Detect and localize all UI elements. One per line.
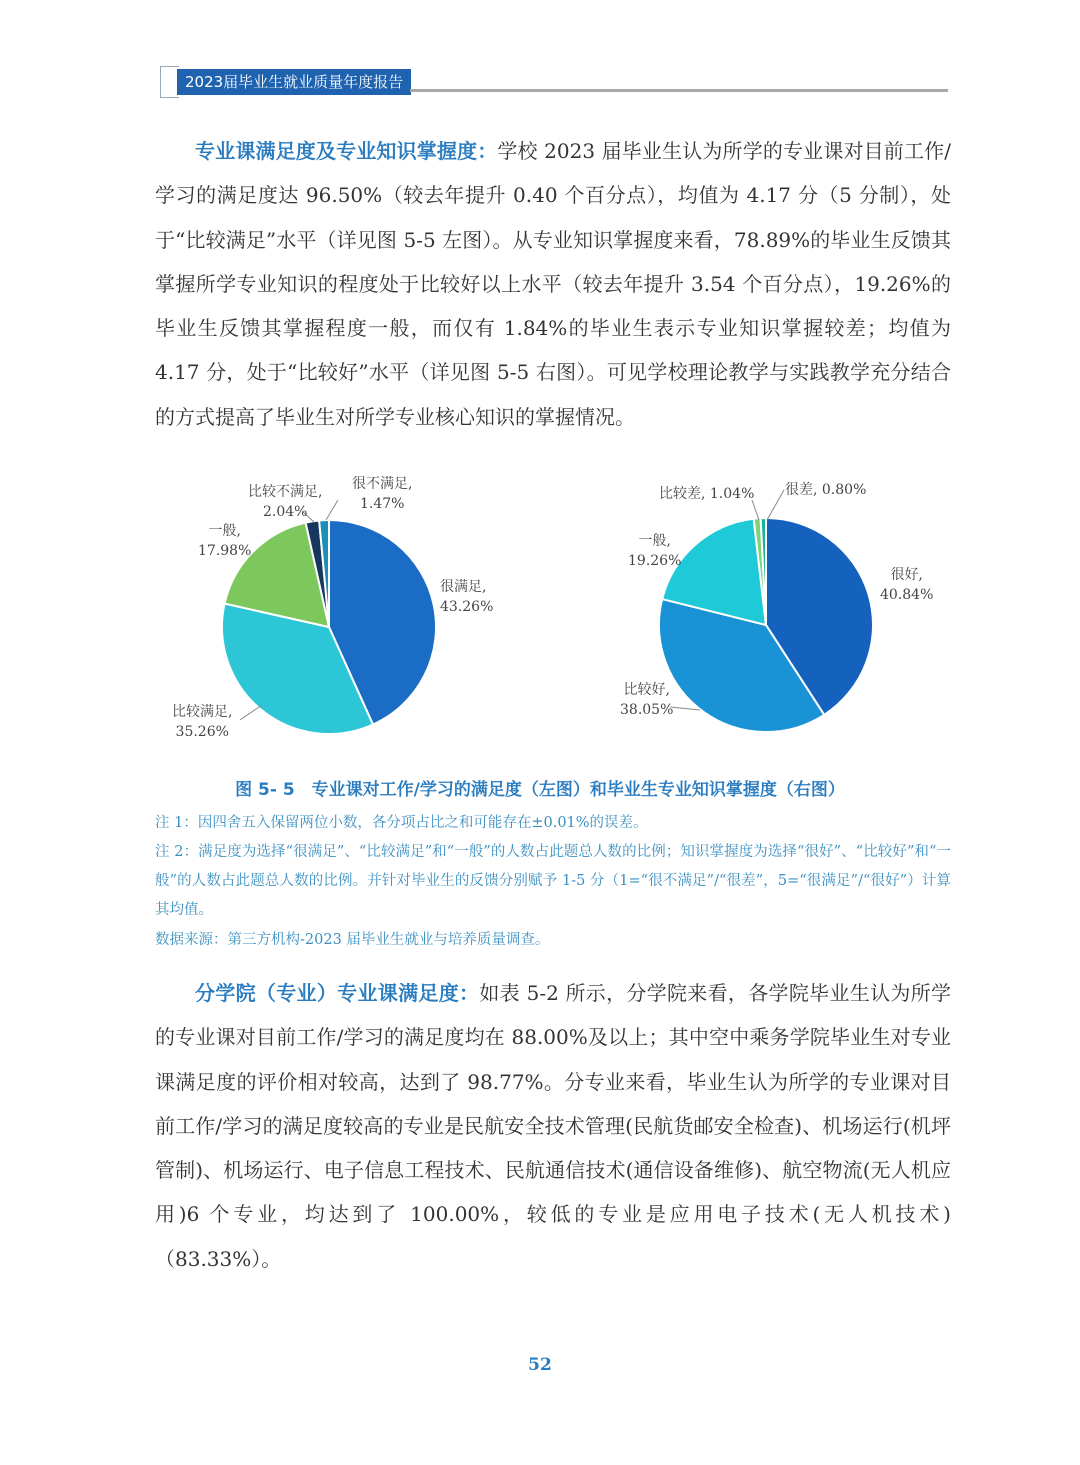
note-2: 注 2：满足度为选择“很满足”、“比较满足”和“一般”的人数占此题总人数的比例；知识掌握度为选择“很好”、“比较好”和“一般”的人数占此题总人数的比例。并针对毕业生的反馈分别赋予 1-5 分（1=“很不满足”/“很差”，5=“很满足”/“很好”）计算其均值。	[155, 844, 951, 918]
note-1: 注 1：因四舍五入保留两位小数，各分项占比之和可能存在±0.01%的误差。	[155, 815, 648, 831]
label-dissatisfied: 比较不满足, 2.04%	[248, 484, 323, 520]
paragraph-text: 学校 2023 届毕业生认为所学的专业课对目前工作/学习的满足度达 96.50%（较去年提升 0.40 个百分点），均值为 4.17 分（5 分制），处于“比较满足”水平（详见图 5-5 左图）。从专业知识掌握度来看，78.89%的毕业生反馈其掌握所学专业知识的程度处于比较好以上水平（较去年提升 3.54 个百分点），19.26%的毕业生反馈其掌握程度一般，而仅有 1.84%的毕业生表示专业知识掌握较差；均值为 4.17 分，处于“比较好”水平（详见图 5-5 右图）。可见学校理论教学与实践教学充分结合的方式提高了毕业生对所学专业核心知识的掌握情况。	[155, 139, 952, 429]
paragraph-heading: 分学院（专业）专业课满足度：	[195, 981, 480, 1005]
label-neutral: 一般, 17.98%	[198, 523, 252, 559]
data-source: 数据来源：第三方机构-2023 届毕业生就业与培养质量调查。	[155, 932, 550, 948]
label-very-poor: 很差, 0.80%	[785, 482, 867, 498]
figure-caption: 图 5- 5 专业课对工作/学习的满足度（左图）和毕业生专业知识掌握度（右图）	[235, 780, 845, 800]
label-satisfied: 比较满足, 35.26%	[172, 704, 233, 740]
paragraph-text: 如表 5-2 所示，分学院来看，各学院毕业生认为所学的专业课对目前工作/学习的满足度均在 88.00%及以上；其中空中乘务学院毕业生对专业课满足度的评价相对较高，达到了 98.77%。分专业来看，毕业生认为所学的专业课对目前工作/学习的满足度较高的专业是民航安全技术管理(民航货邮安全检查)、机场运行(机坪管制)、机场运行、电子信息工程技术、民航通信技术(通信设备维修)、航空物流(无人机应用)6 个专业，均达到了 100.00%，较低的专业是应用电子技术(无人机技术)（83.33%）。	[155, 981, 952, 1271]
paragraph-by-college	[155, 971, 951, 1281]
label-poor: 比较差, 1.04%	[659, 486, 755, 502]
label-very-dissatisfied: 很不满足, 1.47%	[352, 476, 413, 512]
paragraph-heading: 专业课满足度及专业知识掌握度：	[195, 139, 498, 163]
page-number: 52	[528, 1355, 552, 1375]
label-very-good: 很好, 40.84%	[880, 567, 934, 603]
label-very-satisfied: 很满足, 43.26%	[440, 579, 494, 615]
label-good: 比较好, 38.05%	[620, 682, 674, 718]
label-average: 一般, 19.26%	[628, 533, 682, 569]
header-title: 2023届毕业生就业质量年度报告	[177, 69, 411, 95]
